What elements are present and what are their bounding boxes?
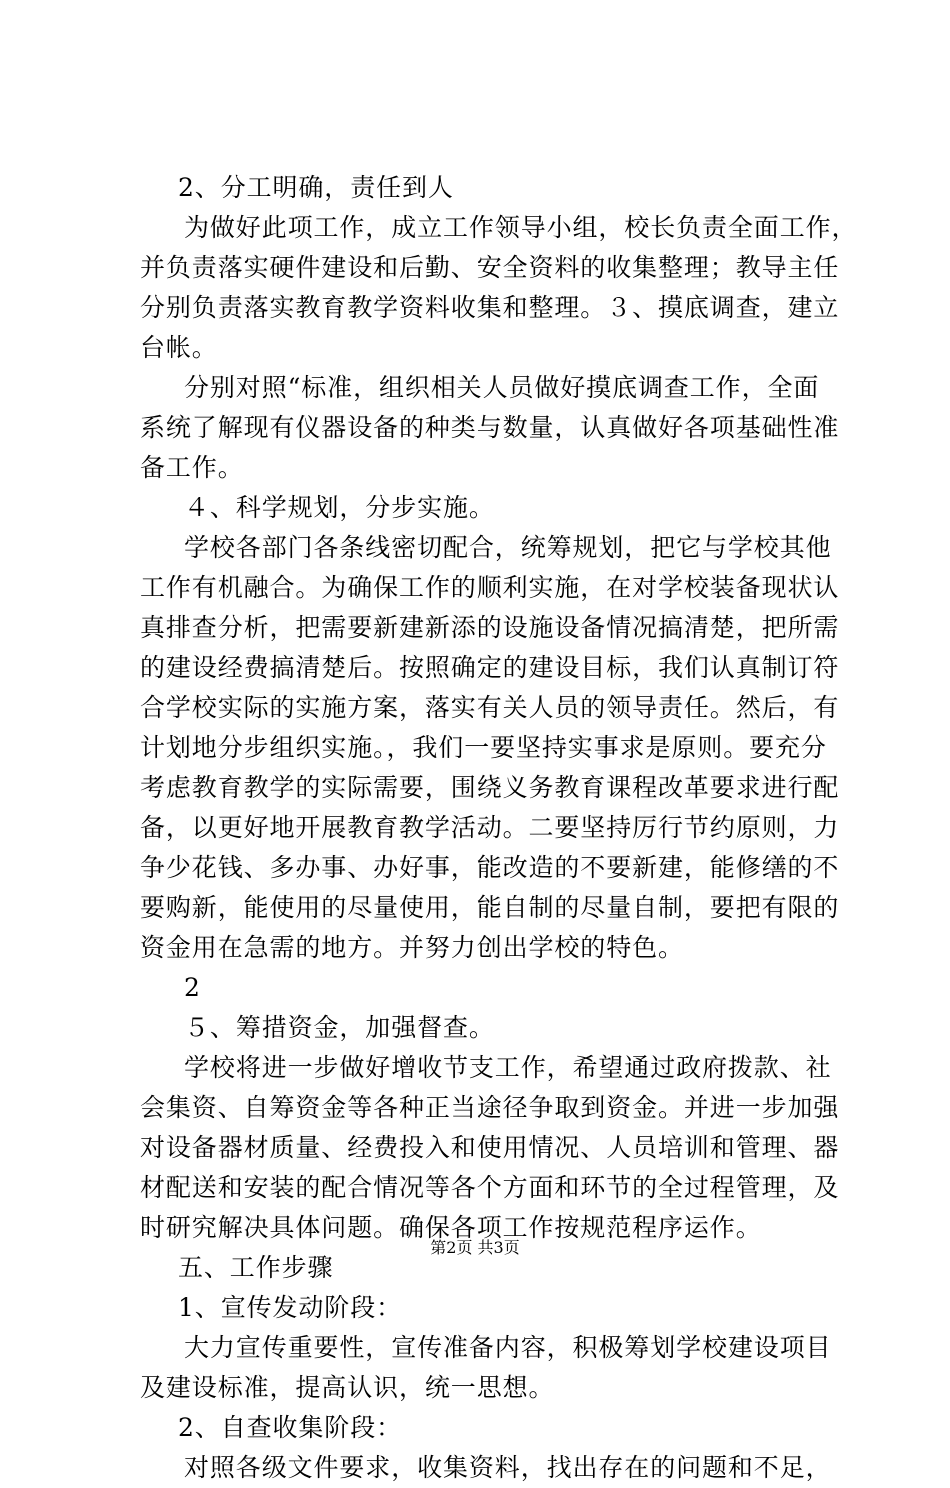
paragraph-line: 对照各级文件要求，收集资料，找出存在的问题和不足， <box>184 1453 832 1482</box>
paragraph-line: 计划地分步组织实施。，我们一要坚持实事求是原则。要充分 <box>140 733 827 762</box>
paragraph-line: 要购新，能使用的尽量使用，能自制的尽量自制，要把有限的 <box>140 893 840 922</box>
paragraph-line: 资金用在急需的地方。并努力创出学校的特色。 <box>140 933 684 962</box>
document-body <box>140 168 858 1488</box>
step-heading-self-check: 2、自查收集阶段： <box>178 1413 403 1442</box>
page-footer: 第2页 共3页 <box>430 1238 520 1257</box>
paragraph-line: 为做好此项工作，成立工作领导小组，校长负责全面工作， <box>184 213 858 242</box>
section-heading-division-of-labor: 2、分工明确，责任到人 <box>178 173 454 202</box>
paragraph-line: 对设备器材质量、经费投入和使用情况、人员培训和管理、器 <box>140 1133 840 1162</box>
paragraph-line: 学校将进一步做好增收节支工作，希望通过政府拨款、社 <box>184 1053 832 1082</box>
paragraph-line: 材配送和安装的配合情况等各个方面和环节的全过程管理，及 <box>140 1173 840 1202</box>
section-heading-funding: ５、筹措资金，加强督查。 <box>184 1013 495 1042</box>
paragraph-line: 分别负责落实教育教学资料收集和整理。３、摸底调查，建立 <box>140 293 840 322</box>
paragraph-line: 考虑教育教学的实际需要，围绕义务教育课程改革要求进行配 <box>140 773 840 802</box>
paragraph-line: 台帐。 <box>140 333 218 362</box>
paragraph-line: 工作有机融合。为确保工作的顺利实施，在对学校装备现状认 <box>140 573 840 602</box>
paragraph-line: 备，以更好地开展教育教学活动。二要坚持厉行节约原则，力 <box>140 813 840 842</box>
section-heading-planning: ４、科学规划，分步实施。 <box>184 493 495 522</box>
paragraph-line: 并负责落实硬件建设和后勤、安全资料的收集整理；教导主任 <box>140 253 840 282</box>
section-heading-work-steps: 五、工作步骤 <box>178 1253 334 1282</box>
paragraph-line: 分别对照“标准，组织相关人员做好摸底调查工作，全面 <box>184 373 820 402</box>
paragraph-line: 时研究解决具体问题。确保各项工作按规范程序运作。 <box>140 1213 762 1242</box>
inline-number: 2 <box>184 973 201 1002</box>
paragraph-line: 学校各部门各条线密切配合，统筹规划，把它与学校其他 <box>184 533 832 562</box>
paragraph-line: 的建设经费搞清楚后。按照确定的建设目标，我们认真制订符 <box>140 653 840 682</box>
step-heading-publicity: 1、宣传发动阶段： <box>178 1293 403 1322</box>
paragraph-line: 争少花钱、多办事、办好事，能改造的不要新建，能修缮的不 <box>140 853 840 882</box>
paragraph-line: 合学校实际的实施方案，落实有关人员的领导责任。然后，有 <box>140 693 840 722</box>
paragraph-line: 真排查分析，把需要新建新添的设施设备情况搞清楚，把所需 <box>140 613 840 642</box>
paragraph-line: 大力宣传重要性，宣传准备内容，积极筹划学校建设项目 <box>184 1333 832 1362</box>
paragraph-line: 备工作。 <box>140 453 244 482</box>
paragraph-line: 会集资、自筹资金等各种正当途径争取到资金。并进一步加强 <box>140 1093 840 1122</box>
paragraph-line: 及建设标准，提高认识，统一思想。 <box>140 1373 555 1402</box>
paragraph-line: 系统了解现有仪器设备的种类与数量，认真做好各项基础性准 <box>140 413 840 442</box>
